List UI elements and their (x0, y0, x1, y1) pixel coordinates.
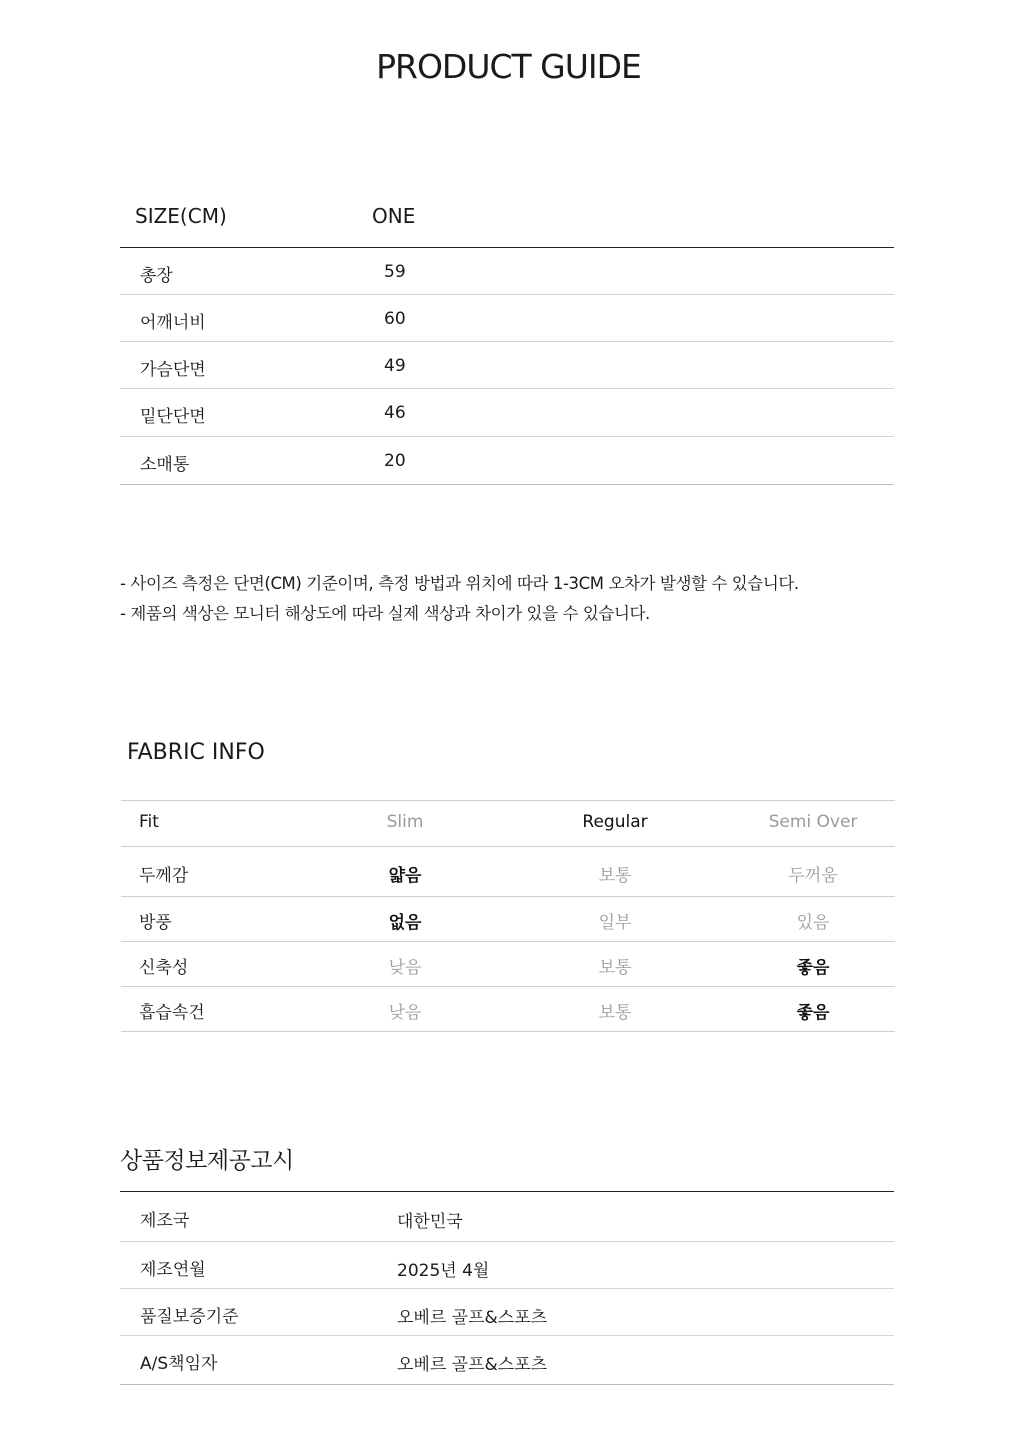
page-title: PRODUCT GUIDE (376, 47, 641, 86)
size-table-header (120, 192, 894, 248)
size-row-value: 59 (384, 262, 406, 282)
fabric-row-label: 방풍 (139, 913, 172, 933)
notice-row-as-manager (120, 1336, 894, 1385)
size-row-value: 60 (384, 309, 406, 329)
size-row-sleeve (120, 437, 894, 485)
note-line: - 사이즈 측정은 단면(CM) 기준이며, 측정 방법과 위치에 따라 1-3CM 오차가 발생할 수 있습니다. (120, 574, 799, 593)
fabric-option: 일부 (598, 913, 632, 933)
fabric-option: 얇음 (388, 866, 422, 886)
notice-row-value: 대한민국 (397, 1212, 463, 1232)
size-row-label: 소매통 (140, 455, 190, 475)
size-header-column: ONE (372, 204, 416, 228)
fabric-option: Regular (582, 812, 648, 832)
size-row-shoulder (120, 295, 894, 342)
fabric-option: 없음 (388, 913, 422, 933)
size-notes (120, 569, 920, 629)
fabric-row-label: Fit (139, 812, 159, 832)
notice-row-origin (120, 1192, 894, 1242)
size-header-label: SIZE(CM) (135, 204, 227, 228)
fabric-row-moisture (121, 987, 895, 1032)
size-row-label: 총장 (140, 266, 173, 286)
notice-row-label: 제조연월 (140, 1260, 206, 1280)
notice-row-label: A/S책임자 (140, 1354, 218, 1374)
size-row-value: 20 (384, 451, 406, 471)
fabric-info-table (121, 800, 895, 1032)
notice-row-label: 제조국 (140, 1211, 190, 1231)
fabric-row-label: 두께감 (139, 866, 189, 886)
fabric-option: 있음 (796, 913, 830, 933)
notice-row-value: 오베르 골프&스포츠 (397, 1308, 548, 1328)
fabric-option: 보통 (598, 1003, 632, 1023)
notice-row-value: 오베르 골프&스포츠 (397, 1355, 548, 1375)
fabric-option: Semi Over (768, 812, 858, 832)
fabric-row-label: 흡습속건 (139, 1003, 205, 1023)
notice-row-value: 2025년 4월 (397, 1261, 490, 1281)
fabric-option: 좋음 (796, 1003, 830, 1023)
fabric-row-stretch (121, 942, 895, 987)
product-notice-table (120, 1191, 894, 1385)
fabric-row-fit (121, 801, 895, 847)
size-row-label: 밑단단면 (140, 407, 206, 427)
size-row-value: 46 (384, 403, 406, 423)
fabric-option: 보통 (598, 866, 632, 886)
notice-row-manufacture-date (120, 1242, 894, 1289)
fabric-option: 낮음 (388, 1003, 422, 1023)
notice-row-quality (120, 1289, 894, 1336)
size-table (120, 192, 894, 485)
size-row-label: 어깨너비 (140, 313, 206, 333)
size-row-label: 가슴단면 (140, 360, 206, 380)
fabric-row-label: 신축성 (139, 958, 189, 978)
notice-row-label: 품질보증기준 (140, 1307, 239, 1327)
fabric-info-title: FABRIC INFO (127, 740, 265, 765)
fabric-row-thickness (121, 847, 895, 897)
fabric-option: 좋음 (796, 958, 830, 978)
size-row-length (120, 248, 894, 295)
product-notice-title: 상품정보제공고시 (120, 1148, 294, 1174)
size-row-hem (120, 389, 894, 437)
fabric-row-windproof (121, 897, 895, 942)
note-line: - 제품의 색상은 모니터 해상도에 따라 실제 색상과 차이가 있을 수 있습니다. (120, 604, 650, 623)
fabric-option: 낮음 (388, 958, 422, 978)
fabric-option: 두꺼움 (788, 866, 838, 886)
size-row-value: 49 (384, 356, 406, 376)
size-row-chest (120, 342, 894, 389)
fabric-option: Slim (386, 812, 424, 832)
fabric-option: 보통 (598, 958, 632, 978)
